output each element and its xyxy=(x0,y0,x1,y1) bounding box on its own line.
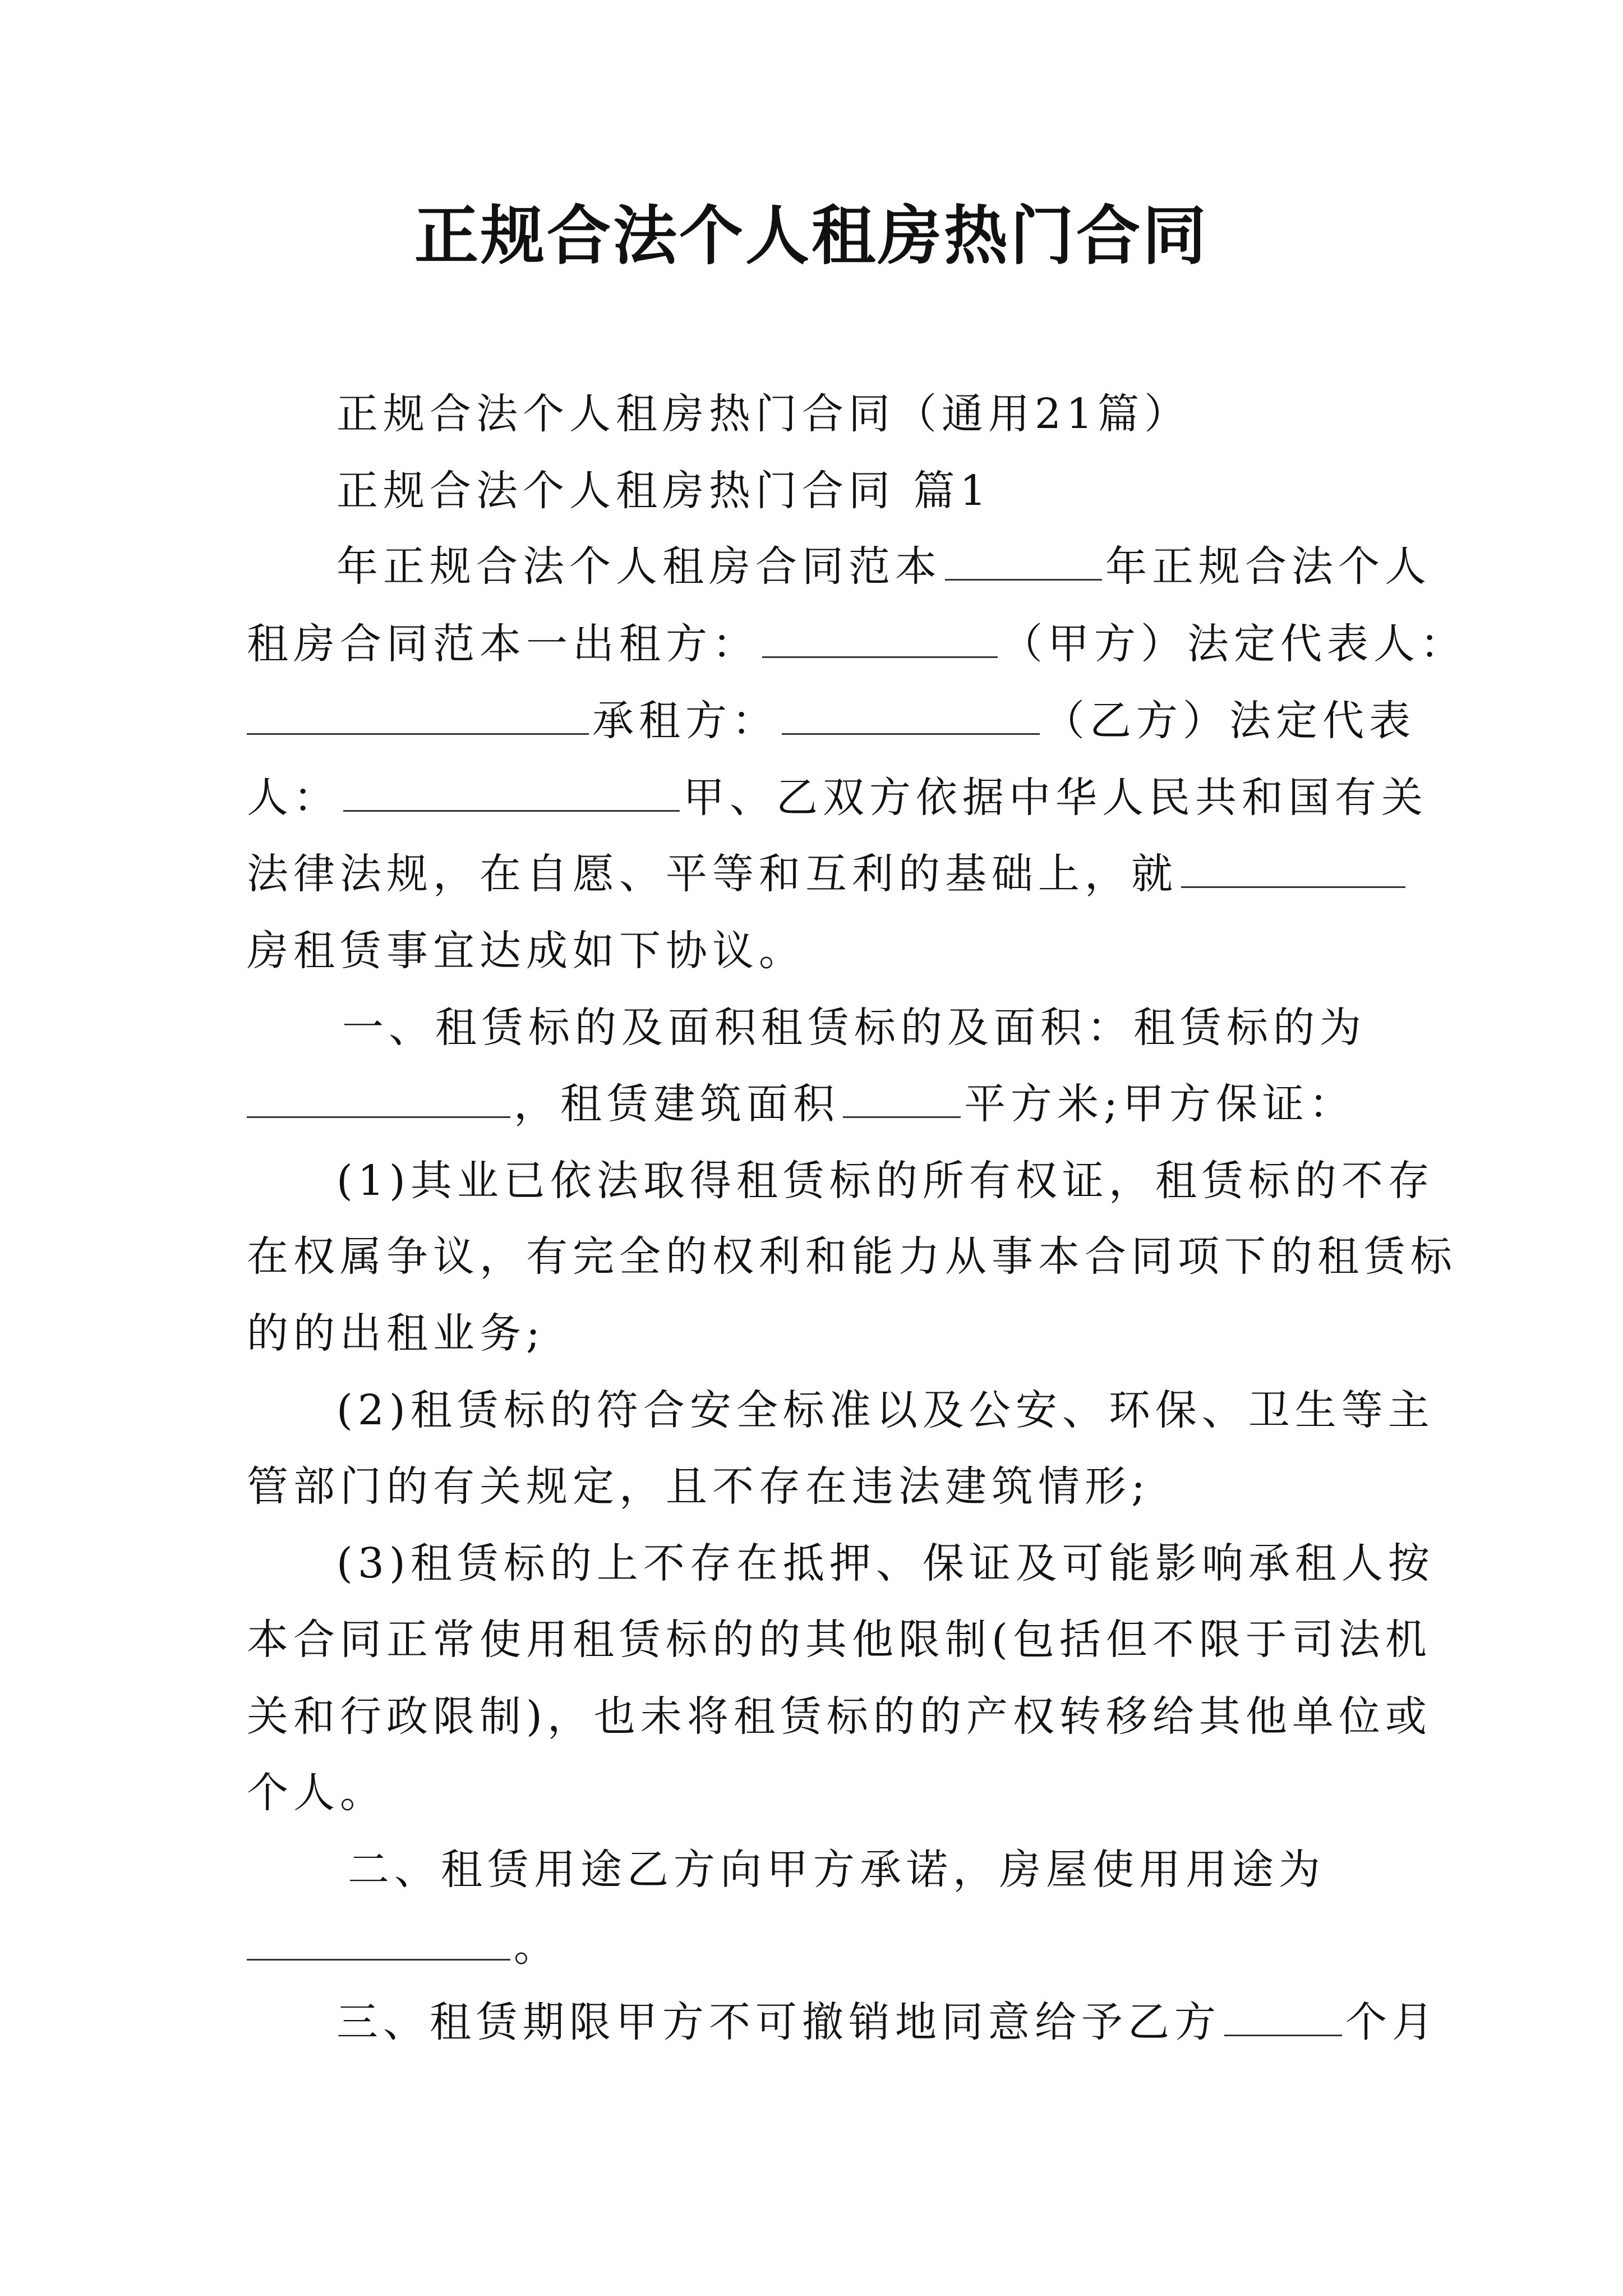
text-fragment: 承租方： xyxy=(592,697,778,745)
text-fragment: 。 xyxy=(514,1922,560,1971)
blank-field xyxy=(945,540,1102,581)
text-fragment: 人： xyxy=(247,774,340,822)
blank-field xyxy=(782,694,1040,735)
text-fragment: （甲方）法定代表人： xyxy=(1001,620,1467,668)
paragraph-line: 关和行政限制)，也未将租赁标的的产权转移给其他单位或 xyxy=(247,1692,1432,1741)
paragraph-line xyxy=(247,770,1428,826)
paragraph-line: 本合同正常使用租赁标的的其他限制(包括但不限于司法机 xyxy=(247,1616,1432,1664)
text-fragment: 平方米;甲方保证： xyxy=(964,1080,1355,1128)
text-fragment: ，租赁建筑面积 xyxy=(514,1080,840,1128)
paragraph-line xyxy=(247,1076,1355,1132)
text-fragment: 甲、乙双方依据中华人民共和国有关 xyxy=(683,774,1428,822)
paragraph-line xyxy=(247,616,1467,672)
blank-field xyxy=(343,771,680,812)
paragraph-line: 二、租赁用途乙方向甲方承诺，房屋使用用途为 xyxy=(348,1846,1325,1894)
blank-field xyxy=(762,617,998,658)
blank-field xyxy=(1224,1995,1342,2036)
paragraph-line: (3)租赁标的上不存在抵押、保证及可能影响承租人按 xyxy=(336,1539,1435,1588)
blank-field xyxy=(247,1077,510,1118)
paragraph-line: (2)租赁标的符合安全标准以及公安、环保、卫生等主 xyxy=(336,1386,1435,1434)
paragraph-line xyxy=(336,539,1431,595)
paragraph-line: 一、租赁标的及面积租赁标的及面积：租赁标的为 xyxy=(342,1004,1366,1052)
paragraph-line xyxy=(247,1918,560,1975)
blank-field xyxy=(247,694,589,735)
paragraph-line: 的的出租业务; xyxy=(247,1309,545,1358)
paragraph-line: 管部门的有关规定，且不存在违法建筑情形; xyxy=(247,1462,1150,1511)
text-fragment: 三、租赁期限甲方不可撤销地同意给予乙方 xyxy=(336,1998,1221,2046)
text-fragment: 租房合同范本一出租方： xyxy=(247,620,759,668)
blank-field xyxy=(1181,847,1405,888)
blank-field xyxy=(843,1077,961,1118)
paragraph-line: 房租赁事宜达成如下协议。 xyxy=(247,927,805,975)
paragraph-line xyxy=(247,693,1415,749)
paragraph-line xyxy=(336,1994,1438,2050)
text-fragment: 个月 xyxy=(1345,1998,1438,2046)
section-heading: 正规合法个人租房热门合同 篇1 xyxy=(336,467,992,515)
subtitle-line: 正规合法个人租房热门合同（通用21篇） xyxy=(336,390,1191,438)
blank-field xyxy=(247,1920,510,1961)
paragraph-line: 在权属争议，有完全的权利和能力从事本合同项下的租赁标 xyxy=(247,1232,1457,1281)
paragraph-line xyxy=(247,846,1409,902)
text-fragment: 法律法规，在自愿、平等和互利的基础上，就 xyxy=(247,850,1178,898)
text-fragment: （乙方）法定代表 xyxy=(1043,697,1415,745)
text-fragment: 年正规合法个人租房合同范本 xyxy=(336,542,942,591)
text-fragment: 年正规合法个人 xyxy=(1105,542,1431,591)
paragraph-line: 个人。 xyxy=(247,1769,386,1817)
paragraph-line: (1)其业已依法取得租赁标的所有权证，租赁标的不存 xyxy=(336,1157,1435,1205)
document-title: 正规合法个人租房热门合同 xyxy=(414,198,1209,273)
